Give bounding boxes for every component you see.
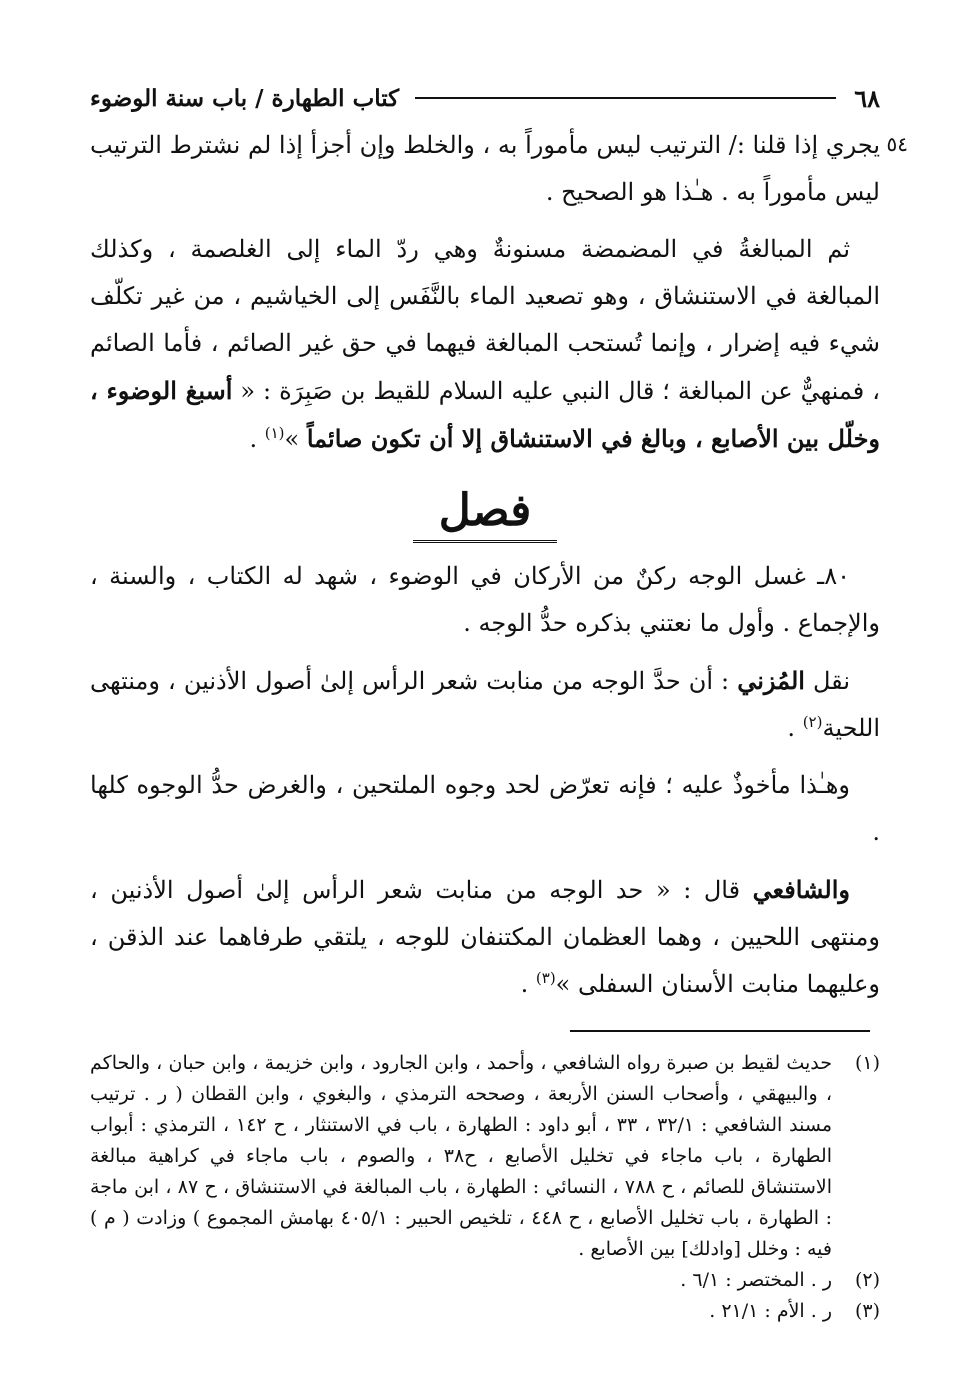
footnotes [90, 1048, 880, 1327]
paragraph-1-line-2: ليس مأموراً به . هـٰذا هو الصحيح . [545, 178, 880, 206]
footnote-text: ر . الأم : ٢١/١ . [709, 1300, 832, 1322]
footnote-number: (٢) [854, 1269, 880, 1291]
paragraph-4 [90, 657, 880, 752]
footnote-number: (٣) [854, 1300, 880, 1322]
paragraph-2-tail: . [249, 425, 265, 453]
page [90, 78, 908, 1327]
footnote-ref-2[interactable]: (٢) [802, 713, 823, 731]
footnote-1 [90, 1048, 880, 1265]
body-text [90, 122, 908, 1008]
footnote-ref-1[interactable]: (١) [264, 424, 285, 442]
header-rule [415, 97, 836, 99]
footnote-2 [90, 1265, 880, 1296]
paragraph-6-tail: . [520, 970, 536, 998]
footnote-ref-3[interactable]: (٣) [535, 969, 556, 987]
paragraph-5: وهـٰذا مأخوذٌ عليه ؛ فإنه تعرّض لحد وجوه الملتحين ، والغرض حدُّ الوجوه كلها . [90, 771, 880, 846]
name-shafii: والشافعي [752, 875, 850, 904]
quote-close: » [284, 425, 300, 453]
footnote-3 [90, 1296, 880, 1327]
page-header [90, 78, 880, 118]
section-heading-fasl: فصل [413, 481, 558, 543]
paragraph-4-b: : أن حدَّ الوجه من منابت شعر الرأس إلىٰ أصول الأذنين ، ومنتهى اللحية [90, 667, 880, 742]
paragraph-1-line-1: يجري إذا قلنا :/ الترتيب ليس مأموراً به ، والخلط وإن أجزأ إذا لم نشترط الترتيب [90, 131, 880, 159]
hadith-quote: أسبغ الوضوء ، وخلّل بين الأصابع ، وبالغ في الاستنشاق إلا أن تكون صائماً [90, 376, 880, 453]
footnote-text: ر . المختصر : ٦/١ . [680, 1269, 832, 1291]
running-title: كتاب الطهارة / باب سنة الوضوء [90, 84, 400, 112]
paragraph-1 [90, 122, 880, 216]
footnote-number: (١) [854, 1052, 880, 1074]
paragraph-6 [90, 866, 880, 1008]
margin-page-mark: ٥٤ [886, 132, 908, 156]
page-number: ٦٨ [854, 83, 880, 113]
paragraph-3: ٨٠ـ غسل الوجه ركنٌ من الأركان في الوضوء ، شهد له الكتاب ، والسنة ، والإجماع . وأول ما نعتني بذكره حدُّ الوجه . [90, 562, 880, 637]
paragraph-4-a: نقل [804, 667, 851, 695]
paragraph-2 [90, 226, 880, 463]
footnote-separator [570, 1030, 870, 1032]
paragraph-2-text: ثم المبالغةُ في المضمضة مسنونةٌ وهي ردّ الماء إلى الغلصمة ، وكذلك المبالغة في الاستنشاق ، وهو تصعيد الماء بالنَّفَس إلى الخياشيم ، من غير تكلّف شيء فيه إضرار ، وإنما تُستحب المبالغة فيهما في حق غير الصائم ، فأما الصائم ، فمنهيٌّ عن المبالغة ؛ قال النبي عليه السلام للقيط بن صَبِرَة : « [90, 235, 880, 405]
footnote-text: حديث لقيط بن صبرة رواه الشافعي ، وأحمد ، وابن الجارود ، وابن خزيمة ، وابن حبان ، والحاكم ، والبيهقي ، وأصحاب السنن الأربعة ، وصححه الترمذي ، والبغوي ، وابن القطان ( ر . ترتيب مسند الشافعي : ٣٢/١ ، ٣٣ ، أبو داود : الطهارة ، باب في الاستنثار ، ح ١٤٢ ، الترمذي : أبواب الطهارة ، باب ماجاء في تخليل الأصابع ، ح٣٨ ، والصوم ، باب ماجاء في كراهية مبالغة الاستنشاق للصائم ، ح ٧٨٨ ، النسائي : الطهارة ، باب المبالغة في الاستنشاق ، ح ٨٧ ، ابن ماجة : الطهارة ، باب تخليل الأصابع ، ح ٤٤٨ ، تلخيص الحبير : ٤٠٥/١ بهامش المجموع ) وزادت ( م ) فيه : وخلل [وادلك] بين الأصابع . [90, 1052, 832, 1260]
section-ornament [90, 481, 880, 543]
name-muzani: المُزني [737, 666, 805, 695]
paragraph-6-a: قال : « حد الوجه من منابت شعر الرأس إلىٰ أصول الأذنين ، ومنتهى اللحيين ، وهما العظمان المكتنفان للوجه ، يلتقي طرفاهما عند الذقن ، وعليهما منابت الأسنان السفلى » [90, 876, 880, 998]
paragraph-4-tail: . [787, 714, 803, 742]
